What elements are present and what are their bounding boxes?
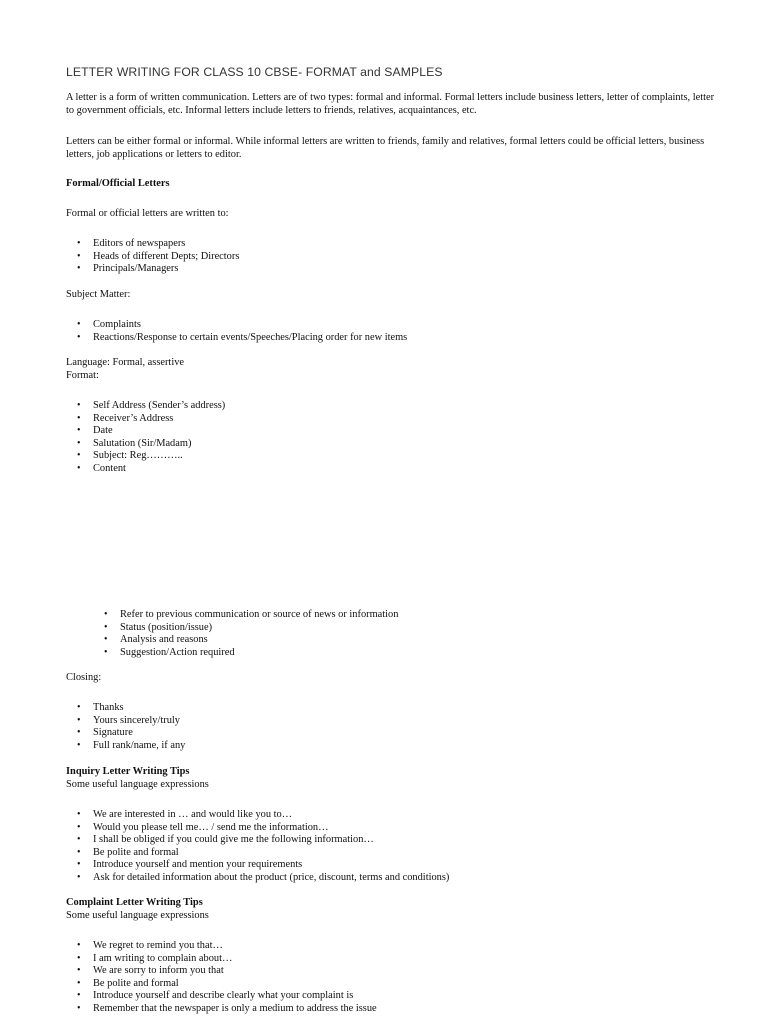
list-item: • Be polite and formal <box>93 978 377 991</box>
inquiry-list <box>93 809 449 885</box>
list-item: • Full rank/name, if any <box>93 740 185 753</box>
list-item: • Principals/Managers <box>93 263 239 276</box>
list-item: • Analysis and reasons <box>120 634 398 647</box>
format-list <box>93 400 225 476</box>
formal-letters-heading: Formal/Official Letters <box>66 178 170 189</box>
complaint-heading: Complaint Letter Writing Tips <box>66 897 203 908</box>
list-item: • Refer to previous communication or source of news or information <box>120 609 398 622</box>
recipients-list <box>93 238 239 276</box>
complaint-subheading: Some useful language expressions <box>66 910 209 921</box>
list-item: • Self Address (Sender’s address) <box>93 400 225 413</box>
list-item: • I shall be obliged if you could give me the following information… <box>93 834 449 847</box>
intro-paragraph: A letter is a form of written communication. Letters are of two types: formal and informal. Formal letters include business letters, letter of complaints, letter to government officials, etc. Informal letters include letters to friends, relatives, acquaintances, etc. <box>66 92 715 116</box>
list-item: • Remember that the newspaper is only a medium to address the issue <box>93 1003 377 1016</box>
list-item: • Receiver’s Address <box>93 413 225 426</box>
inquiry-heading: Inquiry Letter Writing Tips <box>66 766 190 777</box>
list-item: • Reactions/Response to certain events/Speeches/Placing order for new items <box>93 332 407 345</box>
complaint-list <box>93 940 377 1016</box>
list-item: • Introduce yourself and mention your requirements <box>93 859 449 872</box>
second-paragraph: Letters can be either formal or informal. While informal letters are written to friends, family and relatives, formal letters could be official letters, business letters, job applications or letters to editor. <box>66 136 705 160</box>
list-item: • Status (position/issue) <box>120 622 398 635</box>
subject-matter-label: Subject Matter: <box>66 289 131 300</box>
list-item: • Ask for detailed information about the product (price, discount, terms and conditions) <box>93 872 449 885</box>
list-item: • Heads of different Depts; Directors <box>93 251 239 264</box>
page-title: LETTER WRITING FOR CLASS 10 CBSE- FORMAT and SAMPLES <box>66 65 443 79</box>
formal-written-to-text: Formal or official letters are written to: <box>66 208 229 219</box>
list-item: • Salutation (Sir/Madam) <box>93 438 225 451</box>
list-item: • Be polite and formal <box>93 847 449 860</box>
list-item: • Would you please tell me… / send me the information… <box>93 822 449 835</box>
list-item: • Yours sincerely/truly <box>93 715 185 728</box>
list-item: • Complaints <box>93 319 407 332</box>
list-item: • Content <box>93 463 225 476</box>
list-item: • We regret to remind you that… <box>93 940 377 953</box>
closing-list <box>93 702 185 752</box>
list-item: • Signature <box>93 727 185 740</box>
list-item: • Editors of newspapers <box>93 238 239 251</box>
language-line: Language: Formal, assertive <box>66 357 185 368</box>
list-item: • I am writing to complain about… <box>93 953 377 966</box>
list-item: • Thanks <box>93 702 185 715</box>
list-item: • Introduce yourself and describe clearly what your complaint is <box>93 990 377 1003</box>
list-item: • Subject: Reg……….. <box>93 450 225 463</box>
list-item: • Date <box>93 425 225 438</box>
list-item: • We are interested in … and would like you to… <box>93 809 449 822</box>
subject-matter-list <box>93 319 407 344</box>
format-label: Format: <box>66 370 99 381</box>
content-sublist <box>120 609 398 659</box>
closing-label: Closing: <box>66 672 102 683</box>
list-item: • Suggestion/Action required <box>120 647 398 660</box>
inquiry-subheading: Some useful language expressions <box>66 779 209 790</box>
list-item: • We are sorry to inform you that <box>93 965 377 978</box>
